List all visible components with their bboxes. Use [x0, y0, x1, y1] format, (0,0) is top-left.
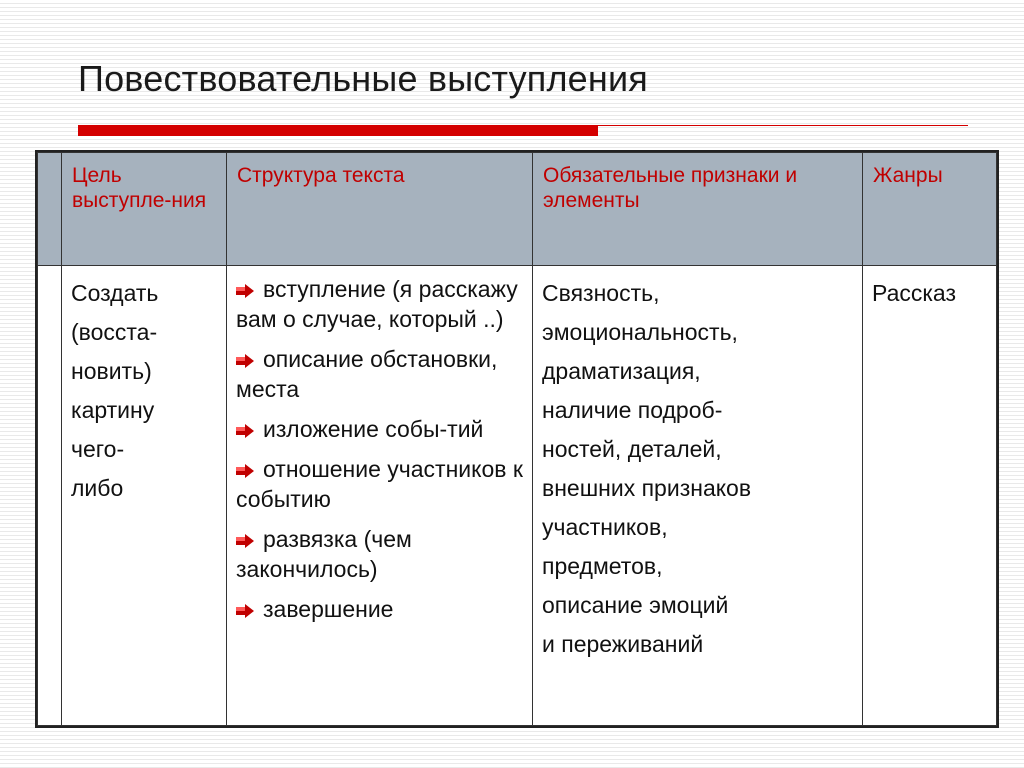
- goal-line: новить): [71, 358, 152, 384]
- feature-line: ностей, деталей,: [542, 436, 722, 462]
- list-item: [236, 414, 524, 444]
- red-arrow-bullet-icon: [236, 284, 254, 298]
- title-underline-thick: [78, 125, 598, 136]
- header-features-label: Обязательные признаки и элементы: [543, 164, 798, 212]
- structure-item-text: отношение участников к событию: [236, 456, 523, 512]
- red-arrow-bullet-icon: [236, 604, 254, 618]
- header-structure-label: Структура текста: [237, 164, 405, 187]
- features-cell: [533, 266, 863, 726]
- header-cell-features: [533, 153, 863, 266]
- features-text: [533, 266, 862, 664]
- list-item: [236, 344, 524, 404]
- goal-cell: [62, 266, 227, 726]
- table-row: [38, 266, 997, 726]
- feature-line: драматизация,: [542, 358, 701, 384]
- structure-item-text: изложение собы-тий: [263, 416, 484, 442]
- feature-line: Связность,: [542, 280, 660, 306]
- goal-line: чего-: [71, 436, 125, 462]
- table-header-row: [38, 153, 997, 266]
- structure-item-text: описание обстановки, места: [236, 346, 498, 402]
- list-item: [236, 524, 524, 584]
- title-underline-thin: [598, 125, 968, 126]
- header-cell-genres: [863, 153, 997, 266]
- goal-line: картину: [71, 397, 155, 423]
- structure-cell: [227, 266, 533, 726]
- feature-line: внешних признаков: [542, 475, 752, 501]
- feature-line: и переживаний: [542, 631, 704, 657]
- header-cell-structure: [227, 153, 533, 266]
- body-spacer-cell: [38, 266, 62, 726]
- genre-text: Рассказ: [872, 280, 957, 306]
- red-arrow-bullet-icon: [236, 424, 254, 438]
- goal-line: Создать: [71, 280, 159, 306]
- structure-item-text: вступление (я расскажу вам о случае, который ..): [236, 276, 518, 332]
- header-cell-goal: [62, 153, 227, 266]
- feature-line: предметов,: [542, 553, 663, 579]
- header-genres-label: Жанры: [873, 164, 943, 187]
- feature-line: описание эмоций: [542, 592, 729, 618]
- genre-cell: [863, 266, 997, 726]
- structure-list: [227, 266, 532, 624]
- goal-text: [62, 266, 226, 508]
- speech-table: [35, 150, 999, 728]
- feature-line: эмоциональность,: [542, 319, 738, 345]
- header-goal-label: Цель выступле-ния: [72, 164, 207, 212]
- red-arrow-bullet-icon: [236, 464, 254, 478]
- goal-line: либо: [71, 475, 124, 501]
- feature-line: участников,: [542, 514, 668, 540]
- goal-line: (восста-: [71, 319, 158, 345]
- header-spacer-cell: [38, 153, 62, 266]
- structure-item-text: развязка (чем закончилось): [236, 526, 412, 582]
- feature-line: наличие подроб-: [542, 397, 723, 423]
- list-item: [236, 454, 524, 514]
- structure-item-text: завершение: [263, 596, 394, 622]
- list-item: [236, 594, 524, 624]
- red-arrow-bullet-icon: [236, 354, 254, 368]
- list-item: [236, 274, 524, 334]
- red-arrow-bullet-icon: [236, 534, 254, 548]
- slide-title: Повествовательные выступления: [78, 58, 648, 99]
